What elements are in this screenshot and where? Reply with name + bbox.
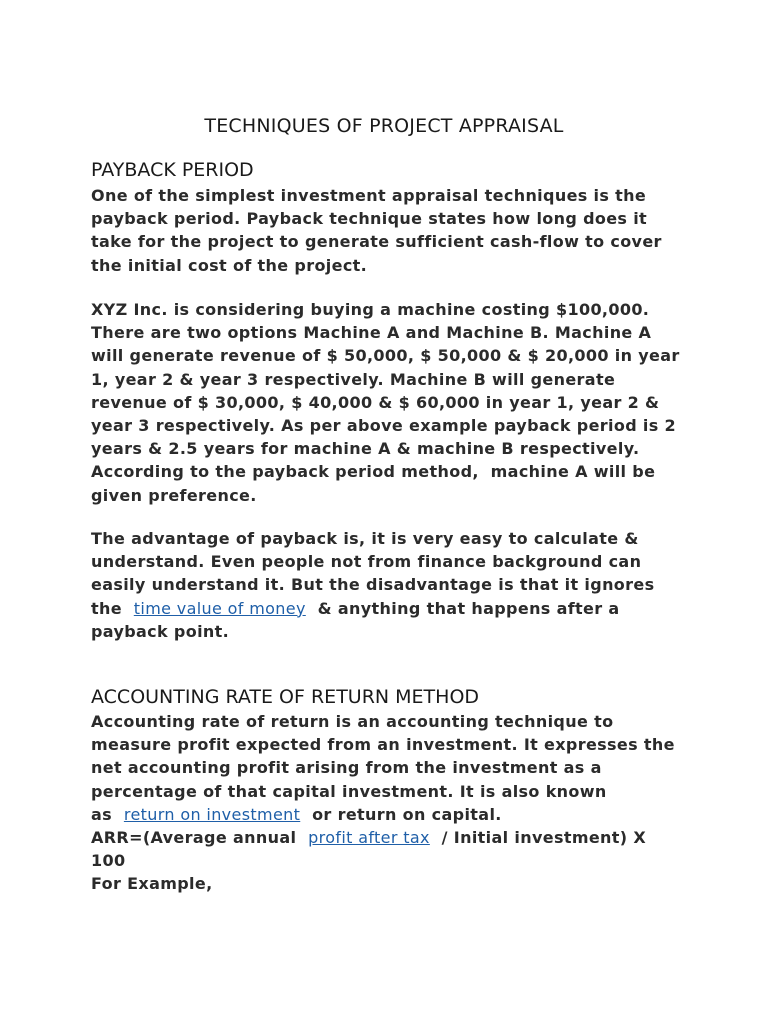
- text-line: the initial cost of the project.: [91, 255, 368, 275]
- text-line: 100: [91, 851, 126, 871]
- text-fragment: or return on capital.: [300, 804, 502, 824]
- text-line: The advantage of payback is, it is very easy to calculate &: [91, 529, 639, 548]
- text-line: XYZ Inc. is considering buying a machine costing $100,000.: [91, 300, 650, 319]
- text-line: will generate revenue of $ 50,000, $ 50,000 & $ 20,000 in year: [91, 346, 680, 366]
- document-title: TECHNIQUES OF PROJECT APPRAISAL: [204, 115, 564, 137]
- text-line: take for the project to generate sufficient cash-flow to cover: [91, 232, 662, 252]
- return-on-investment-link[interactable]: return on investment: [123, 804, 301, 824]
- text-line: years & 2.5 years for machine A & machine B respectively.: [91, 439, 640, 459]
- text-fragment: ARR=(Average annual: [91, 828, 309, 848]
- section-heading-arr: ACCOUNTING RATE OF RETURN METHOD: [91, 686, 480, 708]
- text-line: According to the payback period method, machine A will be: [91, 462, 656, 482]
- text-line: For Example,: [91, 874, 213, 894]
- text-line: 1, year 2 & year 3 respectively. Machine B will generate: [91, 369, 616, 389]
- text-line: percentage of that capital investment. It is also known: [91, 781, 607, 801]
- payback-paragraph-3: [91, 527, 681, 643]
- text-line: payback period. Payback technique states how long does it: [91, 209, 648, 229]
- text-line-with-link: [91, 803, 681, 826]
- profit-after-tax-link[interactable]: profit after tax: [308, 828, 430, 848]
- text-line: easily understand it. But the disadvantage is that it ignores: [91, 575, 655, 595]
- text-line: Accounting rate of return is an accounting technique to: [91, 712, 614, 731]
- text-line: revenue of $ 30,000, $ 40,000 & $ 60,000 in year 1, year 2 &: [91, 392, 660, 412]
- text-line: net accounting profit arising from the investment as a: [91, 758, 602, 778]
- text-line: understand. Even people not from finance background can: [91, 552, 642, 572]
- text-line: year 3 respectively. As per above example payback period is 2: [91, 416, 677, 436]
- section-heading-payback: PAYBACK PERIOD: [91, 159, 254, 181]
- text-line: There are two options Machine A and Machine B. Machine A: [91, 323, 652, 343]
- text-line: measure profit expected from an investment. It expresses the: [91, 735, 675, 755]
- arr-paragraph: [91, 710, 681, 896]
- text-fragment: / Initial investment) X: [429, 828, 647, 848]
- time-value-of-money-link[interactable]: time value of money: [133, 598, 306, 618]
- text-fragment: as: [91, 804, 124, 824]
- text-line: given preference.: [91, 485, 257, 505]
- text-line: One of the simplest investment appraisal techniques is the: [91, 186, 647, 205]
- text-fragment: & anything that happens after a: [305, 598, 620, 618]
- payback-paragraph-1: [91, 184, 681, 277]
- text-line: payback point.: [91, 621, 230, 641]
- formula-line: [91, 826, 681, 849]
- text-fragment: the: [91, 598, 134, 618]
- text-line-with-link: [91, 597, 681, 620]
- payback-paragraph-2: [91, 298, 681, 507]
